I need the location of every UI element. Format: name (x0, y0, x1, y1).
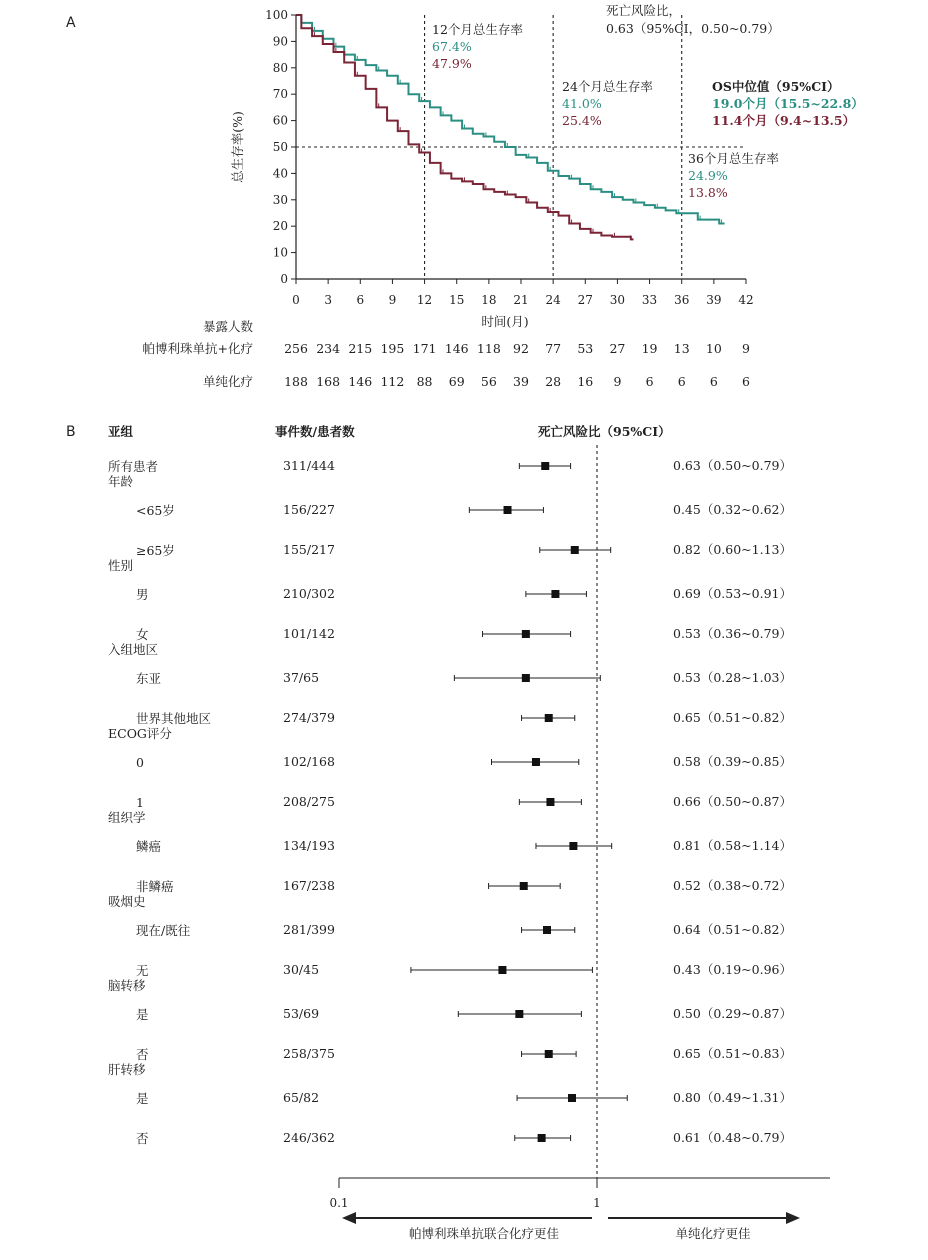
risk-value: 69 (448, 374, 465, 389)
risk-value: 19 (641, 341, 658, 356)
landmark-24-teal: 41.0% (562, 96, 602, 111)
median-title: OS中位值（95%CI） (712, 79, 840, 94)
landmark-36-title: 36个月总生存率 (688, 151, 779, 166)
forest-point (532, 758, 540, 766)
km-y-tick-label: 0 (280, 272, 288, 286)
forest-point (520, 882, 528, 890)
forest-header-subgroup: 亚组 (108, 424, 134, 439)
km-x-tick-label: 33 (641, 293, 658, 307)
km-y-tick-label: 100 (265, 8, 288, 22)
km-y-tick-label: 70 (272, 87, 288, 102)
forest-header-hr: 死亡风险比（95%CI） (538, 424, 671, 439)
forest-point (522, 630, 530, 638)
risk-label-maroon: 单纯化疗 (202, 374, 253, 389)
forest-subgroup-label: 鳞癌 (136, 839, 162, 854)
forest-hr-text: 0.58（0.39~0.85） (673, 754, 792, 769)
km-y-tick-label: 50 (272, 140, 288, 154)
risk-value: 27 (609, 341, 626, 356)
km-curve-teal (296, 15, 725, 224)
forest-hr-text: 0.82（0.60~1.13） (673, 542, 792, 557)
forest-point (568, 1094, 576, 1102)
risk-value: 9 (613, 374, 622, 389)
forest-hr-text: 0.53（0.36~0.79） (673, 626, 792, 641)
forest-group-label: 入组地区 (108, 642, 159, 657)
forest-point (545, 1050, 553, 1058)
km-y-tick-label: 30 (272, 192, 288, 207)
forest-events: 30/45 (283, 962, 320, 977)
forest-hr-text: 0.53（0.28~1.03） (673, 670, 792, 685)
risk-value: 256 (284, 341, 308, 356)
forest-events: 167/238 (283, 878, 335, 893)
arrow-left-label: 帕博利珠单抗联合化疗更佳 (408, 1226, 560, 1241)
risk-value: 16 (577, 374, 594, 389)
forest-hr-text: 0.65（0.51~0.83） (673, 1046, 792, 1061)
risk-value: 53 (577, 341, 594, 356)
hr-value: 0.63（95%CI，0.50~0.79） (606, 21, 780, 36)
forest-point (541, 462, 549, 470)
forest-events: 101/142 (283, 626, 335, 641)
landmark-24-title: 24个月总生存率 (562, 79, 653, 94)
forest-group-label: 肝转移 (108, 1062, 146, 1077)
risk-value: 6 (742, 374, 750, 389)
forest-events: 210/302 (283, 586, 335, 601)
forest-events: 155/217 (283, 542, 335, 557)
forest-subgroup-label: <65岁 (136, 503, 175, 518)
forest-events: 208/275 (283, 794, 335, 809)
forest-subgroup-label: 非鳞癌 (136, 879, 174, 894)
forest-hr-text: 0.69（0.53~0.91） (673, 586, 792, 601)
forest-events: 258/375 (283, 1046, 335, 1061)
forest-events: 281/399 (283, 922, 335, 937)
landmark-12-teal: 67.4% (432, 39, 472, 54)
km-x-tick-label: 6 (356, 293, 365, 307)
risk-value: 9 (742, 341, 750, 356)
forest-point (571, 546, 579, 554)
risk-value: 195 (380, 341, 405, 356)
km-x-tick-label: 27 (577, 293, 593, 307)
forest-group-label: 脑转移 (108, 978, 146, 993)
risk-value: 188 (284, 374, 308, 389)
forest-tick-label-0.1: 0.1 (329, 1196, 349, 1210)
km-y-tick-label: 90 (272, 34, 288, 49)
forest-point (504, 506, 512, 514)
risk-value: 6 (709, 374, 718, 389)
risk-value: 234 (316, 341, 341, 356)
landmark-36-teal: 24.9% (688, 168, 728, 183)
km-y-tick-label: 60 (272, 113, 288, 128)
km-y-label: 总生存率(%) (230, 111, 245, 183)
risk-value: 6 (677, 374, 686, 389)
risk-value: 146 (444, 341, 469, 356)
forest-subgroup-label: 男 (136, 587, 149, 602)
km-x-tick-label: 36 (674, 293, 690, 307)
forest-hr-text: 0.61（0.48~0.79） (673, 1130, 792, 1145)
landmark-12-title: 12个月总生存率 (432, 22, 523, 37)
forest-hr-text: 0.52（0.38~0.72） (673, 878, 792, 893)
forest-subgroup-label: 现在/既往 (136, 923, 191, 938)
forest-subgroup-label: 1 (136, 795, 144, 810)
km-x-tick-label: 3 (324, 293, 332, 307)
km-x-tick-label: 21 (513, 293, 529, 307)
forest-hr-text: 0.45（0.32~0.62） (673, 502, 792, 517)
forest-hr-text: 0.64（0.51~0.82） (673, 922, 792, 937)
risk-value: 10 (705, 341, 722, 356)
forest-subgroup-label: 是 (136, 1091, 149, 1106)
arrow-left-head (342, 1212, 356, 1224)
forest-events: 156/227 (283, 502, 335, 517)
forest-hr-text: 0.43（0.19~0.96） (673, 962, 792, 977)
forest-subgroup-label: 所有患者 (108, 459, 159, 474)
risk-value: 168 (316, 374, 341, 389)
hr-title: 死亡风险比， (606, 3, 682, 18)
forest-point (498, 966, 506, 974)
forest-events: 274/379 (283, 710, 335, 725)
forest-group-label: 吸烟史 (108, 894, 146, 909)
risk-value: 13 (673, 341, 690, 356)
forest-hr-text: 0.65（0.51~0.82） (673, 710, 792, 725)
forest-point (538, 1134, 546, 1142)
forest-subgroup-label: 是 (136, 1007, 149, 1022)
risk-value: 28 (545, 374, 562, 389)
forest-subgroup-label: 否 (136, 1047, 149, 1062)
forest-tick-label-1: 1 (593, 1196, 601, 1210)
forest-subgroup-label: 世界其他地区 (136, 711, 212, 726)
km-x-tick-label: 0 (292, 293, 300, 307)
landmark-24-maroon: 25.4% (562, 113, 602, 128)
forest-header-events: 事件数/患者数 (275, 424, 355, 439)
km-y-tick-label: 20 (272, 219, 288, 234)
forest-subgroup-label: 无 (136, 963, 149, 978)
forest-group-label: ECOG评分 (108, 726, 172, 741)
km-x-tick-label: 12 (416, 293, 433, 307)
median-maroon: 11.4个月（9.4~13.5） (712, 113, 856, 128)
risk-value: 88 (416, 374, 433, 389)
km-chart (230, 8, 754, 329)
forest-point (551, 590, 559, 598)
forest-hr-text: 0.50（0.29~0.87） (673, 1006, 792, 1021)
landmark-12-maroon: 47.9% (432, 56, 472, 71)
forest-point (546, 798, 554, 806)
km-y-tick-label: 40 (272, 166, 288, 181)
forest-group-label: 年龄 (108, 474, 134, 489)
risk-value: 112 (380, 374, 405, 389)
km-x-tick-label: 39 (706, 293, 722, 307)
forest-hr-text: 0.80（0.49~1.31） (673, 1090, 792, 1105)
forest-group-label: 性别 (108, 558, 134, 573)
km-x-tick-label: 30 (609, 293, 626, 307)
forest-point (545, 714, 553, 722)
km-x-tick-label: 24 (545, 293, 561, 307)
risk-value: 215 (348, 341, 373, 356)
forest-events: 102/168 (283, 754, 335, 769)
km-x-label: 时间(月) (481, 314, 529, 329)
risk-value: 118 (476, 341, 501, 356)
panel-a-label: A (66, 15, 76, 31)
forest-events: 37/65 (283, 670, 320, 685)
arrow-right-label: 单纯化疗更佳 (675, 1226, 751, 1241)
km-y-tick-label: 10 (272, 245, 288, 260)
forest-group-label: 组织学 (108, 810, 146, 825)
forest-plot (108, 445, 830, 1241)
risk-value: 39 (513, 374, 529, 389)
panel-b-label: B (66, 424, 76, 440)
km-x-tick-label: 9 (388, 293, 397, 307)
forest-point (569, 842, 577, 850)
km-y-tick-label: 80 (272, 60, 288, 75)
risk-value: 6 (645, 374, 654, 389)
forest-hr-text: 0.63（0.50~0.79） (673, 458, 792, 473)
forest-events: 53/69 (283, 1006, 320, 1021)
forest-subgroup-label: 否 (136, 1131, 149, 1146)
forest-hr-text: 0.66（0.50~0.87） (673, 794, 792, 809)
risk-value: 56 (480, 374, 497, 389)
forest-subgroup-label: 0 (136, 755, 144, 770)
risk-value: 92 (513, 341, 529, 356)
km-x-tick-label: 15 (449, 293, 465, 307)
risk-value: 77 (545, 341, 562, 356)
risk-header: 暴露人数 (202, 319, 253, 334)
risk-label-teal: 帕博利珠单抗+化疗 (142, 341, 253, 356)
forest-subgroup-label: 女 (136, 627, 149, 642)
forest-events: 134/193 (283, 838, 335, 853)
forest-events: 246/362 (283, 1130, 335, 1145)
forest-subgroup-label: 东亚 (136, 671, 162, 686)
forest-hr-text: 0.81（0.58~1.14） (673, 838, 792, 853)
forest-point (543, 926, 551, 934)
km-x-tick-label: 42 (738, 293, 754, 307)
forest-events: 311/444 (283, 458, 335, 473)
km-x-tick-label: 18 (481, 293, 497, 307)
landmark-36-maroon: 13.8% (688, 185, 728, 200)
risk-value: 146 (348, 374, 373, 389)
median-teal: 19.0个月（15.5~22.8） (712, 96, 864, 111)
forest-events: 65/82 (283, 1090, 320, 1105)
arrow-right-head (786, 1212, 800, 1224)
forest-point (515, 1010, 523, 1018)
forest-point (522, 674, 530, 682)
forest-subgroup-label: ≥65岁 (136, 543, 175, 558)
risk-value: 171 (412, 341, 437, 356)
